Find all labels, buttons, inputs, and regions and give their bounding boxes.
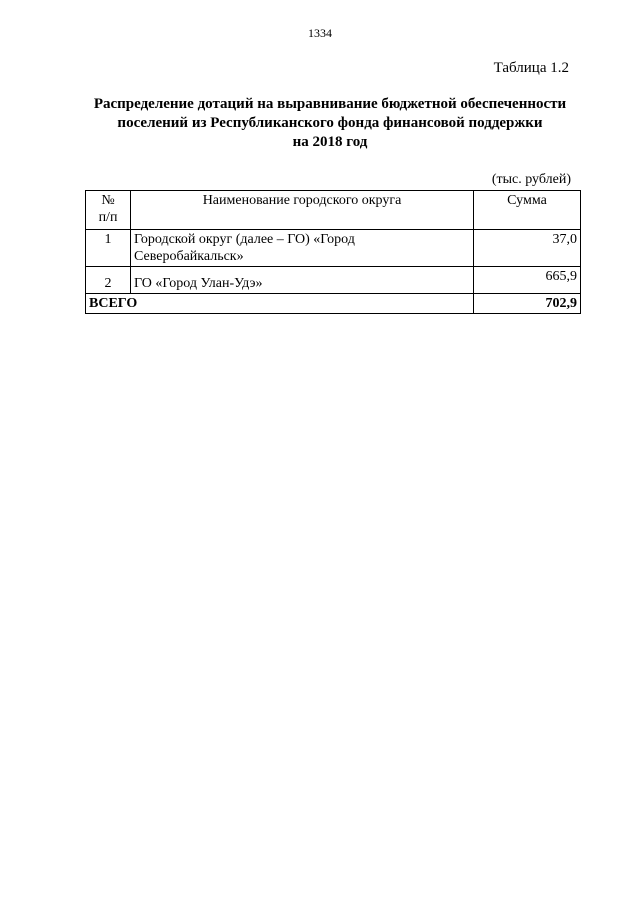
title-line-1: Распределение дотаций на выравнивание бюджетной обеспеченности <box>93 96 567 112</box>
row-name <box>131 230 474 267</box>
row-name-line-1: ГО «Город Улан-Удэ» <box>134 276 263 291</box>
header-name: Наименование городского округа <box>131 191 474 230</box>
table-label: Таблица 1.2 <box>493 60 569 76</box>
title-line-3: на 2018 год <box>292 134 368 150</box>
table-header-row <box>86 191 581 230</box>
table-row <box>86 230 581 267</box>
document-title <box>80 95 580 152</box>
row-number: 1 <box>86 230 131 267</box>
header-sum: Сумма <box>474 191 581 230</box>
header-number-line-1: № <box>101 193 115 208</box>
grants-table <box>85 190 581 314</box>
row-name-line-1: Городской округ (далее – ГО) «Город <box>134 232 355 247</box>
row-sum: 37,0 <box>474 230 581 267</box>
row-name-line-2: Северобайкальск» <box>134 249 244 264</box>
title-line-2: поселений из Республиканского фонда финансовой поддержки <box>117 115 543 131</box>
total-label: ВСЕГО <box>86 294 474 314</box>
row-name <box>131 267 474 294</box>
total-sum: 702,9 <box>474 294 581 314</box>
units-note: (тыс. рублей) <box>491 172 571 187</box>
header-number-line-2: п/п <box>98 210 118 225</box>
page-number: 1334 <box>308 26 332 40</box>
table-row <box>86 267 581 294</box>
header-number <box>86 191 131 230</box>
table-total-row <box>86 294 581 314</box>
row-number: 2 <box>86 267 131 294</box>
row-sum: 665,9 <box>474 267 581 294</box>
